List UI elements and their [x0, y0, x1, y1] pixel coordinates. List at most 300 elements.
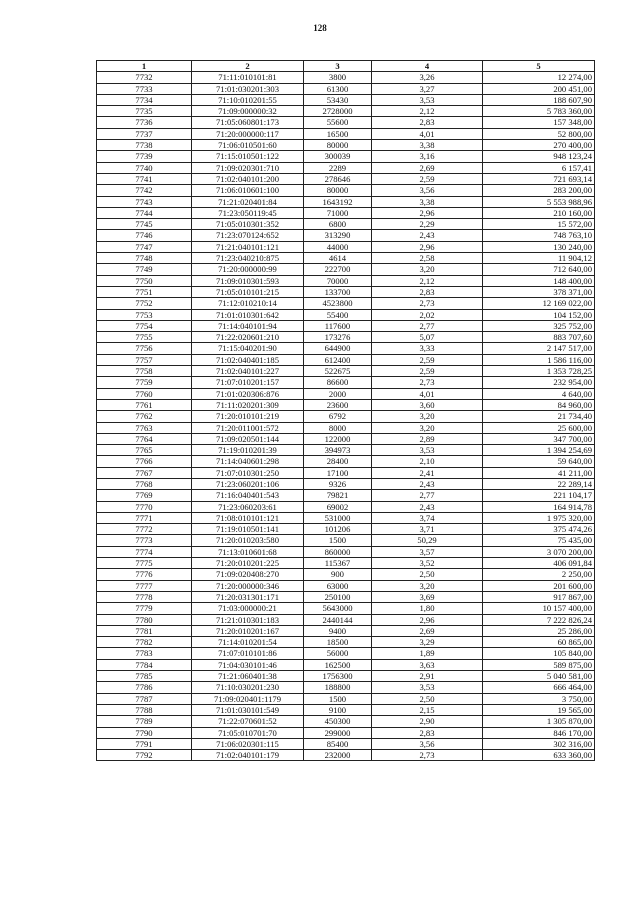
row-number-cell: 7758	[97, 366, 192, 377]
cadastral-number-cell: 71:01:020306:876	[192, 388, 304, 399]
table-row	[97, 693, 595, 704]
cadastral-number-cell: 71:04:030101:46	[192, 659, 304, 670]
table-row	[97, 309, 595, 320]
row-number-cell: 7792	[97, 750, 192, 761]
row-number-cell: 7778	[97, 591, 192, 602]
rate-value-cell: 3,38	[372, 196, 483, 207]
area-value-cell: 44000	[304, 241, 372, 252]
table-row	[97, 433, 595, 444]
cadastral-number-cell: 71:01:030201:303	[192, 83, 304, 94]
rate-value-cell: 2,58	[372, 253, 483, 264]
rate-value-cell: 2,43	[372, 230, 483, 241]
rate-value-cell: 2,83	[372, 286, 483, 297]
cadastral-number-cell: 71:23:050119:45	[192, 207, 304, 218]
cadastral-number-cell: 71:10:030201:230	[192, 682, 304, 693]
row-number-cell: 7735	[97, 106, 192, 117]
amount-value-cell: 157 348,00	[483, 117, 595, 128]
cadastral-number-cell: 71:09:010301:593	[192, 275, 304, 286]
cadastral-number-cell: 71:07:010301:250	[192, 467, 304, 478]
rate-value-cell: 2,02	[372, 309, 483, 320]
cadastral-number-cell: 71:21:010301:183	[192, 614, 304, 625]
rate-value-cell: 3,53	[372, 94, 483, 105]
cadastral-number-cell: 71:20:010101:219	[192, 411, 304, 422]
row-number-cell: 7759	[97, 377, 192, 388]
table-row	[97, 738, 595, 749]
rate-value-cell: 3,20	[372, 264, 483, 275]
table-row	[97, 422, 595, 433]
table-row	[97, 377, 595, 388]
amount-value-cell: 846 170,00	[483, 727, 595, 738]
row-number-cell: 7783	[97, 648, 192, 659]
row-number-cell: 7777	[97, 580, 192, 591]
amount-value-cell: 232 954,00	[483, 377, 595, 388]
column-header: 2	[192, 61, 304, 72]
cadastral-number-cell: 71:23:060201:106	[192, 478, 304, 489]
area-value-cell: 9100	[304, 704, 372, 715]
table-row	[97, 140, 595, 151]
amount-value-cell: 148 400,00	[483, 275, 595, 286]
row-number-cell: 7788	[97, 704, 192, 715]
row-number-cell: 7771	[97, 512, 192, 523]
table-row	[97, 343, 595, 354]
table-row	[97, 512, 595, 523]
area-value-cell: 86600	[304, 377, 372, 388]
row-number-cell: 7787	[97, 693, 192, 704]
amount-value-cell: 6 157,41	[483, 162, 595, 173]
table-row	[97, 332, 595, 343]
table-row	[97, 162, 595, 173]
rate-value-cell: 2,73	[372, 750, 483, 761]
amount-value-cell: 60 865,00	[483, 637, 595, 648]
area-value-cell: 1643192	[304, 196, 372, 207]
cadastral-number-cell: 71:02:040101:227	[192, 366, 304, 377]
area-value-cell: 55600	[304, 117, 372, 128]
row-number-cell: 7784	[97, 659, 192, 670]
amount-value-cell: 41 211,00	[483, 467, 595, 478]
table-row	[97, 264, 595, 275]
cadastral-number-cell: 71:22:070601:52	[192, 716, 304, 727]
cadastral-table	[96, 60, 595, 761]
amount-value-cell: 283 200,00	[483, 185, 595, 196]
row-number-cell: 7775	[97, 558, 192, 569]
row-number-cell: 7744	[97, 207, 192, 218]
area-value-cell: 1500	[304, 535, 372, 546]
rate-value-cell: 3,60	[372, 399, 483, 410]
cadastral-number-cell: 71:15:010501:122	[192, 151, 304, 162]
rate-value-cell: 2,96	[372, 241, 483, 252]
area-value-cell: 5643000	[304, 603, 372, 614]
table-header-row	[97, 61, 595, 72]
cadastral-number-cell: 71:08:010101:121	[192, 512, 304, 523]
area-value-cell: 2440144	[304, 614, 372, 625]
cadastral-number-cell: 71:19:010501:141	[192, 524, 304, 535]
area-value-cell: 522675	[304, 366, 372, 377]
amount-value-cell: 375 474,26	[483, 524, 595, 535]
area-value-cell: 531000	[304, 512, 372, 523]
row-number-cell: 7770	[97, 501, 192, 512]
area-value-cell: 900	[304, 569, 372, 580]
area-value-cell: 1500	[304, 693, 372, 704]
cadastral-number-cell: 71:21:060401:38	[192, 671, 304, 682]
row-number-cell: 7753	[97, 309, 192, 320]
amount-value-cell: 3 750,00	[483, 693, 595, 704]
rate-value-cell: 2,50	[372, 693, 483, 704]
cadastral-number-cell: 71:10:010201:55	[192, 94, 304, 105]
rate-value-cell: 4,01	[372, 128, 483, 139]
table-row	[97, 320, 595, 331]
table-row	[97, 524, 595, 535]
table-row	[97, 366, 595, 377]
amount-value-cell: 130 240,00	[483, 241, 595, 252]
cadastral-number-cell: 71:09:020301:710	[192, 162, 304, 173]
area-value-cell: 250100	[304, 591, 372, 602]
cadastral-number-cell: 71:05:010301:352	[192, 219, 304, 230]
row-number-cell: 7755	[97, 332, 192, 343]
rate-value-cell: 3,56	[372, 185, 483, 196]
rate-value-cell: 2,83	[372, 727, 483, 738]
row-number-cell: 7761	[97, 399, 192, 410]
cadastral-number-cell: 71:06:020301:115	[192, 738, 304, 749]
area-value-cell: 133700	[304, 286, 372, 297]
amount-value-cell: 10 157 400,00	[483, 603, 595, 614]
amount-value-cell: 325 752,00	[483, 320, 595, 331]
amount-value-cell: 25 600,00	[483, 422, 595, 433]
area-value-cell: 53430	[304, 94, 372, 105]
row-number-cell: 7769	[97, 490, 192, 501]
rate-value-cell: 3,71	[372, 524, 483, 535]
amount-value-cell: 104 152,00	[483, 309, 595, 320]
amount-value-cell: 188 607,90	[483, 94, 595, 105]
table-row	[97, 399, 595, 410]
row-number-cell: 7767	[97, 467, 192, 478]
cadastral-number-cell: 71:23:040210:875	[192, 253, 304, 264]
rate-value-cell: 3,27	[372, 83, 483, 94]
area-value-cell: 2000	[304, 388, 372, 399]
rate-value-cell: 2,69	[372, 162, 483, 173]
amount-value-cell: 302 316,00	[483, 738, 595, 749]
rate-value-cell: 3,20	[372, 580, 483, 591]
cadastral-number-cell: 71:20:000000:99	[192, 264, 304, 275]
row-number-cell: 7780	[97, 614, 192, 625]
area-value-cell: 28400	[304, 456, 372, 467]
rate-value-cell: 2,12	[372, 106, 483, 117]
amount-value-cell: 721 693,14	[483, 173, 595, 184]
row-number-cell: 7781	[97, 625, 192, 636]
cadastral-number-cell: 71:05:010701:70	[192, 727, 304, 738]
rate-value-cell: 3,69	[372, 591, 483, 602]
cadastral-number-cell: 71:20:011001:572	[192, 422, 304, 433]
row-number-cell: 7736	[97, 117, 192, 128]
row-number-cell: 7751	[97, 286, 192, 297]
table-row	[97, 625, 595, 636]
rate-value-cell: 2,96	[372, 614, 483, 625]
cadastral-number-cell: 71:05:060801:173	[192, 117, 304, 128]
area-value-cell: 278646	[304, 173, 372, 184]
area-value-cell: 860000	[304, 546, 372, 557]
rate-value-cell: 2,96	[372, 207, 483, 218]
area-value-cell: 173276	[304, 332, 372, 343]
cadastral-number-cell: 71:01:030101:549	[192, 704, 304, 715]
table-row	[97, 682, 595, 693]
amount-value-cell: 4 640,00	[483, 388, 595, 399]
area-value-cell: 612400	[304, 354, 372, 365]
table-row	[97, 286, 595, 297]
area-value-cell: 162500	[304, 659, 372, 670]
cadastral-number-cell: 71:20:031301:171	[192, 591, 304, 602]
rate-value-cell: 1,89	[372, 648, 483, 659]
area-value-cell: 4614	[304, 253, 372, 264]
cadastral-number-cell: 71:14:040101:94	[192, 320, 304, 331]
row-number-cell: 7757	[97, 354, 192, 365]
amount-value-cell: 221 104,17	[483, 490, 595, 501]
rate-value-cell: 3,52	[372, 558, 483, 569]
table-row	[97, 614, 595, 625]
cadastral-number-cell: 71:23:060203:61	[192, 501, 304, 512]
cadastral-number-cell: 71:20:010203:580	[192, 535, 304, 546]
cadastral-number-cell: 71:20:000000:346	[192, 580, 304, 591]
amount-value-cell: 59 640,00	[483, 456, 595, 467]
rate-value-cell: 3,16	[372, 151, 483, 162]
row-number-cell: 7772	[97, 524, 192, 535]
row-number-cell: 7782	[97, 637, 192, 648]
area-value-cell: 17100	[304, 467, 372, 478]
amount-value-cell: 948 123,24	[483, 151, 595, 162]
amount-value-cell: 201 600,00	[483, 580, 595, 591]
area-value-cell: 9400	[304, 625, 372, 636]
rate-value-cell: 2,59	[372, 366, 483, 377]
rate-value-cell: 2,41	[372, 467, 483, 478]
cadastral-number-cell: 71:07:010201:157	[192, 377, 304, 388]
table-row	[97, 569, 595, 580]
table-row	[97, 72, 595, 83]
row-number-cell: 7732	[97, 72, 192, 83]
table-row	[97, 298, 595, 309]
cadastral-number-cell: 71:12:010210:14	[192, 298, 304, 309]
table-body	[97, 72, 595, 761]
area-value-cell: 9326	[304, 478, 372, 489]
amount-value-cell: 1 975 320,00	[483, 512, 595, 523]
cadastral-number-cell: 71:23:070124:652	[192, 230, 304, 241]
cadastral-number-cell: 71:20:010201:225	[192, 558, 304, 569]
area-value-cell: 299000	[304, 727, 372, 738]
table-row	[97, 219, 595, 230]
cadastral-number-cell: 71:06:010601:100	[192, 185, 304, 196]
amount-value-cell: 84 960,00	[483, 399, 595, 410]
row-number-cell: 7766	[97, 456, 192, 467]
amount-value-cell: 347 700,00	[483, 433, 595, 444]
rate-value-cell: 2,77	[372, 320, 483, 331]
rate-value-cell: 2,91	[372, 671, 483, 682]
row-number-cell: 7768	[97, 478, 192, 489]
row-number-cell: 7749	[97, 264, 192, 275]
amount-value-cell: 1 586 116,00	[483, 354, 595, 365]
area-value-cell: 61300	[304, 83, 372, 94]
table-row	[97, 117, 595, 128]
rate-value-cell: 3,56	[372, 738, 483, 749]
table-row	[97, 411, 595, 422]
amount-value-cell: 19 565,00	[483, 704, 595, 715]
amount-value-cell: 712 640,00	[483, 264, 595, 275]
area-value-cell: 8000	[304, 422, 372, 433]
rate-value-cell: 50,29	[372, 535, 483, 546]
area-value-cell: 450300	[304, 716, 372, 727]
cadastral-number-cell: 71:01:010301:642	[192, 309, 304, 320]
table-row	[97, 671, 595, 682]
row-number-cell: 7785	[97, 671, 192, 682]
area-value-cell: 2289	[304, 162, 372, 173]
table-row	[97, 173, 595, 184]
amount-value-cell: 1 305 870,00	[483, 716, 595, 727]
rate-value-cell: 2,73	[372, 377, 483, 388]
amount-value-cell: 589 875,00	[483, 659, 595, 670]
area-value-cell: 56000	[304, 648, 372, 659]
rate-value-cell: 3,63	[372, 659, 483, 670]
rate-value-cell: 3,74	[372, 512, 483, 523]
amount-value-cell: 406 091,84	[483, 558, 595, 569]
rate-value-cell: 3,53	[372, 445, 483, 456]
row-number-cell: 7740	[97, 162, 192, 173]
rate-value-cell: 2,29	[372, 219, 483, 230]
row-number-cell: 7746	[97, 230, 192, 241]
page-number: 128	[313, 23, 327, 33]
row-number-cell: 7737	[97, 128, 192, 139]
rate-value-cell: 3,26	[372, 72, 483, 83]
table-row	[97, 580, 595, 591]
area-value-cell: 63000	[304, 580, 372, 591]
rate-value-cell: 4,01	[372, 388, 483, 399]
amount-value-cell: 666 464,00	[483, 682, 595, 693]
table-row	[97, 478, 595, 489]
table-row	[97, 558, 595, 569]
rate-value-cell: 3,57	[372, 546, 483, 557]
row-number-cell: 7791	[97, 738, 192, 749]
table-row	[97, 388, 595, 399]
row-number-cell: 7734	[97, 94, 192, 105]
area-value-cell: 69002	[304, 501, 372, 512]
cadastral-number-cell: 71:09:020501:144	[192, 433, 304, 444]
area-value-cell: 394973	[304, 445, 372, 456]
amount-value-cell: 7 222 826,24	[483, 614, 595, 625]
column-header: 1	[97, 61, 192, 72]
table-row	[97, 94, 595, 105]
column-header: 4	[372, 61, 483, 72]
row-number-cell: 7739	[97, 151, 192, 162]
row-number-cell: 7743	[97, 196, 192, 207]
cadastral-number-cell: 71:20:000000:117	[192, 128, 304, 139]
rate-value-cell: 2,73	[372, 298, 483, 309]
row-number-cell: 7733	[97, 83, 192, 94]
row-number-cell: 7738	[97, 140, 192, 151]
table-row	[97, 128, 595, 139]
rate-value-cell: 2,43	[372, 478, 483, 489]
area-value-cell: 2728000	[304, 106, 372, 117]
area-value-cell: 6792	[304, 411, 372, 422]
table-row	[97, 196, 595, 207]
row-number-cell: 7764	[97, 433, 192, 444]
cadastral-number-cell: 71:09:020401:1179	[192, 693, 304, 704]
row-number-cell: 7750	[97, 275, 192, 286]
cadastral-number-cell: 71:05:010101:215	[192, 286, 304, 297]
table-row	[97, 456, 595, 467]
amount-value-cell: 5 040 581,00	[483, 671, 595, 682]
cadastral-number-cell: 71:09:020408:270	[192, 569, 304, 580]
area-value-cell: 6800	[304, 219, 372, 230]
row-number-cell: 7756	[97, 343, 192, 354]
amount-value-cell: 2 147 517,00	[483, 343, 595, 354]
rate-value-cell: 1,80	[372, 603, 483, 614]
area-value-cell: 80000	[304, 185, 372, 196]
rate-value-cell: 2,50	[372, 569, 483, 580]
table-row	[97, 603, 595, 614]
amount-value-cell: 748 763,10	[483, 230, 595, 241]
cadastral-number-cell: 71:21:020401:84	[192, 196, 304, 207]
amount-value-cell: 5 553 988,96	[483, 196, 595, 207]
row-number-cell: 7790	[97, 727, 192, 738]
amount-value-cell: 210 160,00	[483, 207, 595, 218]
column-header: 5	[483, 61, 595, 72]
rate-value-cell: 2,10	[372, 456, 483, 467]
rate-value-cell: 2,15	[372, 704, 483, 715]
table-row	[97, 648, 595, 659]
amount-value-cell: 270 400,00	[483, 140, 595, 151]
rate-value-cell: 2,90	[372, 716, 483, 727]
area-value-cell: 117600	[304, 320, 372, 331]
cadastral-number-cell: 71:13:010601:68	[192, 546, 304, 557]
table-row	[97, 490, 595, 501]
row-number-cell: 7776	[97, 569, 192, 580]
table-row	[97, 591, 595, 602]
amount-value-cell: 52 800,00	[483, 128, 595, 139]
row-number-cell: 7754	[97, 320, 192, 331]
area-value-cell: 85400	[304, 738, 372, 749]
amount-value-cell: 21 734,40	[483, 411, 595, 422]
rate-value-cell: 2,59	[372, 173, 483, 184]
cadastral-number-cell: 71:09:000000:32	[192, 106, 304, 117]
row-number-cell: 7765	[97, 445, 192, 456]
row-number-cell: 7779	[97, 603, 192, 614]
table-row	[97, 727, 595, 738]
rate-value-cell: 2,43	[372, 501, 483, 512]
amount-value-cell: 633 360,00	[483, 750, 595, 761]
amount-value-cell: 25 286,00	[483, 625, 595, 636]
rate-value-cell: 3,29	[372, 637, 483, 648]
amount-value-cell: 5 783 360,00	[483, 106, 595, 117]
amount-value-cell: 105 840,00	[483, 648, 595, 659]
area-value-cell: 23600	[304, 399, 372, 410]
rate-value-cell: 2,83	[372, 117, 483, 128]
area-value-cell: 18500	[304, 637, 372, 648]
cadastral-number-cell: 71:15:040201:90	[192, 343, 304, 354]
amount-value-cell: 22 289,14	[483, 478, 595, 489]
table-row	[97, 275, 595, 286]
row-number-cell: 7774	[97, 546, 192, 557]
amount-value-cell: 12 169 022,00	[483, 298, 595, 309]
cadastral-number-cell: 71:02:040101:179	[192, 750, 304, 761]
table-row	[97, 445, 595, 456]
amount-value-cell: 3 070 200,00	[483, 546, 595, 557]
row-number-cell: 7773	[97, 535, 192, 546]
cadastral-number-cell: 71:22:020601:210	[192, 332, 304, 343]
area-value-cell: 4523800	[304, 298, 372, 309]
area-value-cell: 80000	[304, 140, 372, 151]
rate-value-cell: 3,38	[372, 140, 483, 151]
cadastral-number-cell: 71:14:010201:54	[192, 637, 304, 648]
table-row	[97, 185, 595, 196]
amount-value-cell: 378 371,00	[483, 286, 595, 297]
area-value-cell: 188800	[304, 682, 372, 693]
table-row	[97, 546, 595, 557]
table-row	[97, 207, 595, 218]
